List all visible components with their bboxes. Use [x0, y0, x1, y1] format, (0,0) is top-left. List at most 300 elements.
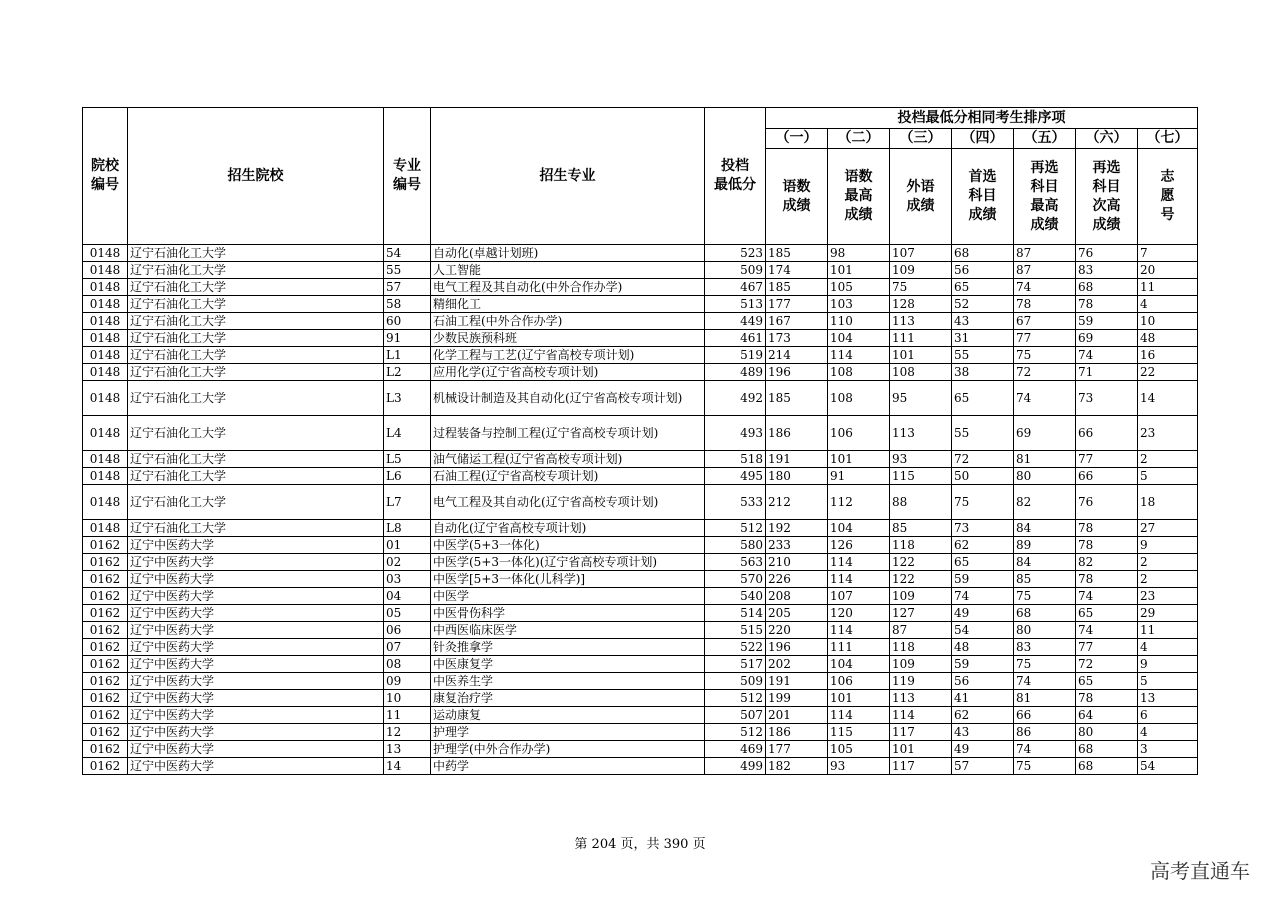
school-code-cell: 0162 [83, 622, 128, 639]
school-name-cell: 辽宁中医药大学 [128, 537, 384, 554]
sort-3-cell: 127 [890, 605, 952, 622]
sort-4-cell: 41 [952, 690, 1014, 707]
major-code-cell: 11 [384, 707, 431, 724]
school-name-cell: 辽宁石油化工大学 [128, 381, 384, 416]
sort-2-cell: 114 [828, 707, 890, 724]
table-row [83, 296, 1198, 313]
sort-5-cell: 74 [1014, 673, 1076, 690]
sort-5-cell: 83 [1014, 639, 1076, 656]
sort-3-cell: 87 [890, 622, 952, 639]
school-code-cell: 0162 [83, 588, 128, 605]
school-code-cell: 0162 [83, 605, 128, 622]
sort-4-cell: 38 [952, 364, 1014, 381]
school-code-cell: 0148 [83, 279, 128, 296]
sort-3-cell: 101 [890, 741, 952, 758]
sort-5-cell: 81 [1014, 451, 1076, 468]
min-score-cell: 499 [705, 758, 766, 775]
sort-1-cell: 205 [766, 605, 828, 622]
major-name-cell: 油气储运工程(辽宁省高校专项计划) [431, 451, 705, 468]
sort-3-cell: 114 [890, 707, 952, 724]
header-major-name: 招生专业 [431, 108, 705, 245]
school-code-cell: 0148 [83, 330, 128, 347]
sort-2-cell: 107 [828, 588, 890, 605]
sort-5-cell: 78 [1014, 296, 1076, 313]
sort-1-cell: 226 [766, 571, 828, 588]
sort-1-cell: 208 [766, 588, 828, 605]
table-row [83, 520, 1198, 537]
min-score-cell: 495 [705, 468, 766, 485]
sort-4-cell: 62 [952, 707, 1014, 724]
sort-4-cell: 59 [952, 656, 1014, 673]
min-score-cell: 518 [705, 451, 766, 468]
major-name-cell: 电气工程及其自动化(辽宁省高校专项计划) [431, 485, 705, 520]
sort-2-cell: 104 [828, 656, 890, 673]
sort-3-cell: 118 [890, 537, 952, 554]
school-code-cell: 0162 [83, 707, 128, 724]
sort-6-cell: 78 [1076, 520, 1138, 537]
sort-5-cell: 75 [1014, 588, 1076, 605]
major-name-cell: 石油工程(中外合作办学) [431, 313, 705, 330]
sort-2-cell: 104 [828, 330, 890, 347]
sort-6-cell: 82 [1076, 554, 1138, 571]
school-name-cell: 辽宁中医药大学 [128, 639, 384, 656]
school-code-cell: 0162 [83, 554, 128, 571]
table-row [83, 485, 1198, 520]
major-name-cell: 中医骨伤科学 [431, 605, 705, 622]
major-code-cell: 10 [384, 690, 431, 707]
sort-7-cell: 4 [1138, 639, 1198, 656]
header-sort-num-1: （一） [766, 129, 828, 149]
sort-5-cell: 68 [1014, 605, 1076, 622]
school-code-cell: 0148 [83, 381, 128, 416]
sort-2-cell: 120 [828, 605, 890, 622]
sort-4-cell: 75 [952, 485, 1014, 520]
sort-1-cell: 177 [766, 741, 828, 758]
sort-6-cell: 77 [1076, 639, 1138, 656]
sort-7-cell: 11 [1138, 622, 1198, 639]
sort-2-cell: 93 [828, 758, 890, 775]
sort-6-cell: 68 [1076, 279, 1138, 296]
sort-1-cell: 191 [766, 451, 828, 468]
sort-5-cell: 85 [1014, 571, 1076, 588]
min-score-cell: 514 [705, 605, 766, 622]
header-sort-label-6: 再选 科目 次高 成绩 [1076, 149, 1138, 245]
major-name-cell: 少数民族预科班 [431, 330, 705, 347]
sort-5-cell: 84 [1014, 520, 1076, 537]
school-name-cell: 辽宁石油化工大学 [128, 245, 384, 262]
sort-2-cell: 126 [828, 537, 890, 554]
sort-3-cell: 108 [890, 364, 952, 381]
min-score-cell: 580 [705, 537, 766, 554]
sort-7-cell: 9 [1138, 656, 1198, 673]
major-code-cell: L6 [384, 468, 431, 485]
sort-3-cell: 118 [890, 639, 952, 656]
sort-2-cell: 104 [828, 520, 890, 537]
sort-4-cell: 73 [952, 520, 1014, 537]
min-score-cell: 507 [705, 707, 766, 724]
sort-6-cell: 65 [1076, 673, 1138, 690]
major-name-cell: 针灸推拿学 [431, 639, 705, 656]
school-name-cell: 辽宁中医药大学 [128, 622, 384, 639]
sort-3-cell: 128 [890, 296, 952, 313]
school-name-cell: 辽宁中医药大学 [128, 588, 384, 605]
sort-7-cell: 6 [1138, 707, 1198, 724]
sort-5-cell: 84 [1014, 554, 1076, 571]
major-name-cell: 过程装备与控制工程(辽宁省高校专项计划) [431, 416, 705, 451]
sort-3-cell: 117 [890, 758, 952, 775]
sort-4-cell: 57 [952, 758, 1014, 775]
school-name-cell: 辽宁中医药大学 [128, 571, 384, 588]
school-name-cell: 辽宁石油化工大学 [128, 468, 384, 485]
min-score-cell: 469 [705, 741, 766, 758]
sort-6-cell: 74 [1076, 347, 1138, 364]
sort-4-cell: 65 [952, 554, 1014, 571]
major-code-cell: 05 [384, 605, 431, 622]
school-code-cell: 0148 [83, 468, 128, 485]
major-code-cell: 04 [384, 588, 431, 605]
sort-4-cell: 49 [952, 605, 1014, 622]
school-code-cell: 0162 [83, 741, 128, 758]
major-code-cell: 58 [384, 296, 431, 313]
header-school-name: 招生院校 [128, 108, 384, 245]
major-code-cell: 06 [384, 622, 431, 639]
sort-1-cell: 192 [766, 520, 828, 537]
sort-4-cell: 31 [952, 330, 1014, 347]
table-row [83, 724, 1198, 741]
sort-2-cell: 111 [828, 639, 890, 656]
sort-6-cell: 64 [1076, 707, 1138, 724]
min-score-cell: 449 [705, 313, 766, 330]
header-sort-num-3: （三） [890, 129, 952, 149]
sort-1-cell: 196 [766, 364, 828, 381]
sort-2-cell: 110 [828, 313, 890, 330]
school-name-cell: 辽宁中医药大学 [128, 673, 384, 690]
sort-7-cell: 13 [1138, 690, 1198, 707]
sort-1-cell: 173 [766, 330, 828, 347]
sort-6-cell: 59 [1076, 313, 1138, 330]
table-row [83, 416, 1198, 451]
sort-7-cell: 2 [1138, 451, 1198, 468]
sort-7-cell: 3 [1138, 741, 1198, 758]
sort-4-cell: 62 [952, 537, 1014, 554]
sort-3-cell: 122 [890, 554, 952, 571]
sort-5-cell: 74 [1014, 381, 1076, 416]
sort-3-cell: 119 [890, 673, 952, 690]
school-code-cell: 0148 [83, 364, 128, 381]
school-name-cell: 辽宁中医药大学 [128, 758, 384, 775]
school-name-cell: 辽宁中医药大学 [128, 690, 384, 707]
sort-6-cell: 74 [1076, 588, 1138, 605]
sort-6-cell: 66 [1076, 468, 1138, 485]
sort-7-cell: 7 [1138, 245, 1198, 262]
table-row [83, 707, 1198, 724]
header-sort-label-7: 志 愿 号 [1138, 149, 1198, 245]
table-row [83, 656, 1198, 673]
sort-6-cell: 78 [1076, 571, 1138, 588]
sort-7-cell: 4 [1138, 296, 1198, 313]
school-code-cell: 0148 [83, 313, 128, 330]
sort-1-cell: 167 [766, 313, 828, 330]
sort-3-cell: 93 [890, 451, 952, 468]
header-sort-label-4: 首选 科目 成绩 [952, 149, 1014, 245]
school-code-cell: 0148 [83, 485, 128, 520]
school-name-cell: 辽宁石油化工大学 [128, 451, 384, 468]
sort-1-cell: 180 [766, 468, 828, 485]
sort-5-cell: 69 [1014, 416, 1076, 451]
school-name-cell: 辽宁中医药大学 [128, 724, 384, 741]
major-name-cell: 精细化工 [431, 296, 705, 313]
table-row [83, 537, 1198, 554]
table-body [83, 245, 1198, 775]
major-name-cell: 中医学(5+3一体化) [431, 537, 705, 554]
sort-1-cell: 182 [766, 758, 828, 775]
min-score-cell: 467 [705, 279, 766, 296]
sort-3-cell: 111 [890, 330, 952, 347]
min-score-cell: 509 [705, 673, 766, 690]
school-code-cell: 0148 [83, 296, 128, 313]
school-name-cell: 辽宁石油化工大学 [128, 485, 384, 520]
header-min-score: 投档 最低分 [705, 108, 766, 245]
sort-6-cell: 78 [1076, 296, 1138, 313]
sort-3-cell: 113 [890, 690, 952, 707]
header-sort-label-3: 外语 成绩 [890, 149, 952, 245]
table-row [83, 639, 1198, 656]
school-name-cell: 辽宁石油化工大学 [128, 313, 384, 330]
school-name-cell: 辽宁中医药大学 [128, 656, 384, 673]
school-code-cell: 0148 [83, 245, 128, 262]
sort-2-cell: 106 [828, 673, 890, 690]
min-score-cell: 515 [705, 622, 766, 639]
sort-5-cell: 66 [1014, 707, 1076, 724]
sort-6-cell: 74 [1076, 622, 1138, 639]
major-code-cell: 14 [384, 758, 431, 775]
major-name-cell: 中药学 [431, 758, 705, 775]
school-name-cell: 辽宁石油化工大学 [128, 296, 384, 313]
min-score-cell: 517 [705, 656, 766, 673]
sort-2-cell: 98 [828, 245, 890, 262]
sort-5-cell: 74 [1014, 741, 1076, 758]
min-score-cell: 512 [705, 520, 766, 537]
sort-2-cell: 108 [828, 381, 890, 416]
major-name-cell: 康复治疗学 [431, 690, 705, 707]
table-row [83, 571, 1198, 588]
major-name-cell: 护理学 [431, 724, 705, 741]
table-row [83, 451, 1198, 468]
school-code-cell: 0162 [83, 656, 128, 673]
sort-6-cell: 73 [1076, 381, 1138, 416]
school-name-cell: 辽宁中医药大学 [128, 741, 384, 758]
major-code-cell: L4 [384, 416, 431, 451]
school-code-cell: 0148 [83, 347, 128, 364]
sort-6-cell: 76 [1076, 485, 1138, 520]
sort-5-cell: 75 [1014, 347, 1076, 364]
sort-7-cell: 23 [1138, 588, 1198, 605]
sort-4-cell: 52 [952, 296, 1014, 313]
min-score-cell: 493 [705, 416, 766, 451]
sort-5-cell: 75 [1014, 758, 1076, 775]
sort-1-cell: 191 [766, 673, 828, 690]
sort-2-cell: 105 [828, 741, 890, 758]
major-name-cell: 化学工程与工艺(辽宁省高校专项计划) [431, 347, 705, 364]
major-name-cell: 应用化学(辽宁省高校专项计划) [431, 364, 705, 381]
sort-4-cell: 68 [952, 245, 1014, 262]
school-name-cell: 辽宁石油化工大学 [128, 330, 384, 347]
sort-3-cell: 109 [890, 262, 952, 279]
sort-2-cell: 115 [828, 724, 890, 741]
sort-4-cell: 54 [952, 622, 1014, 639]
sort-4-cell: 48 [952, 639, 1014, 656]
sort-1-cell: 177 [766, 296, 828, 313]
major-code-cell: L8 [384, 520, 431, 537]
school-code-cell: 0148 [83, 416, 128, 451]
sort-5-cell: 89 [1014, 537, 1076, 554]
header-sort-num-5: （五） [1014, 129, 1076, 149]
header-sort-group: 投档最低分相同考生排序项 [766, 108, 1198, 129]
sort-1-cell: 186 [766, 416, 828, 451]
major-name-cell: 机械设计制造及其自动化(辽宁省高校专项计划) [431, 381, 705, 416]
sort-1-cell: 185 [766, 279, 828, 296]
min-score-cell: 523 [705, 245, 766, 262]
sort-7-cell: 16 [1138, 347, 1198, 364]
major-code-cell: 13 [384, 741, 431, 758]
sort-3-cell: 107 [890, 245, 952, 262]
major-code-cell: 01 [384, 537, 431, 554]
school-name-cell: 辽宁中医药大学 [128, 605, 384, 622]
sort-7-cell: 5 [1138, 468, 1198, 485]
sort-4-cell: 74 [952, 588, 1014, 605]
sort-7-cell: 11 [1138, 279, 1198, 296]
sort-3-cell: 95 [890, 381, 952, 416]
school-code-cell: 0148 [83, 520, 128, 537]
sort-6-cell: 68 [1076, 758, 1138, 775]
sort-7-cell: 27 [1138, 520, 1198, 537]
sort-6-cell: 66 [1076, 416, 1138, 451]
min-score-cell: 489 [705, 364, 766, 381]
major-code-cell: 12 [384, 724, 431, 741]
sort-5-cell: 74 [1014, 279, 1076, 296]
sort-1-cell: 201 [766, 707, 828, 724]
sort-4-cell: 72 [952, 451, 1014, 468]
sort-2-cell: 101 [828, 451, 890, 468]
sort-1-cell: 185 [766, 245, 828, 262]
major-code-cell: L3 [384, 381, 431, 416]
table-row [83, 279, 1198, 296]
school-name-cell: 辽宁石油化工大学 [128, 262, 384, 279]
school-code-cell: 0162 [83, 639, 128, 656]
sort-5-cell: 86 [1014, 724, 1076, 741]
sort-2-cell: 91 [828, 468, 890, 485]
sort-6-cell: 65 [1076, 605, 1138, 622]
school-name-cell: 辽宁石油化工大学 [128, 347, 384, 364]
sort-3-cell: 113 [890, 313, 952, 330]
sort-4-cell: 65 [952, 279, 1014, 296]
min-score-cell: 509 [705, 262, 766, 279]
table-row [83, 758, 1198, 775]
major-code-cell: 02 [384, 554, 431, 571]
sort-3-cell: 117 [890, 724, 952, 741]
min-score-cell: 570 [705, 571, 766, 588]
major-name-cell: 中医学[5+3一体化(儿科学)] [431, 571, 705, 588]
major-code-cell: 60 [384, 313, 431, 330]
table-row [83, 673, 1198, 690]
sort-5-cell: 75 [1014, 656, 1076, 673]
sort-3-cell: 101 [890, 347, 952, 364]
sort-7-cell: 18 [1138, 485, 1198, 520]
school-name-cell: 辽宁石油化工大学 [128, 364, 384, 381]
major-name-cell: 中医康复学 [431, 656, 705, 673]
sort-6-cell: 71 [1076, 364, 1138, 381]
sort-1-cell: 202 [766, 656, 828, 673]
school-name-cell: 辽宁石油化工大学 [128, 520, 384, 537]
min-score-cell: 563 [705, 554, 766, 571]
sort-7-cell: 48 [1138, 330, 1198, 347]
sort-6-cell: 78 [1076, 690, 1138, 707]
sort-2-cell: 114 [828, 554, 890, 571]
major-code-cell: 07 [384, 639, 431, 656]
table-row [83, 381, 1198, 416]
sort-6-cell: 68 [1076, 741, 1138, 758]
sort-5-cell: 72 [1014, 364, 1076, 381]
header-sort-num-2: （二） [828, 129, 890, 149]
major-code-cell: 57 [384, 279, 431, 296]
min-score-cell: 461 [705, 330, 766, 347]
sort-5-cell: 87 [1014, 245, 1076, 262]
sort-6-cell: 80 [1076, 724, 1138, 741]
sort-7-cell: 9 [1138, 537, 1198, 554]
sort-1-cell: 186 [766, 724, 828, 741]
sort-5-cell: 82 [1014, 485, 1076, 520]
sort-5-cell: 80 [1014, 468, 1076, 485]
min-score-cell: 492 [705, 381, 766, 416]
major-code-cell: L2 [384, 364, 431, 381]
major-name-cell: 人工智能 [431, 262, 705, 279]
major-name-cell: 护理学(中外合作办学) [431, 741, 705, 758]
sort-2-cell: 106 [828, 416, 890, 451]
min-score-cell: 522 [705, 639, 766, 656]
sort-7-cell: 20 [1138, 262, 1198, 279]
major-code-cell: L7 [384, 485, 431, 520]
sort-5-cell: 81 [1014, 690, 1076, 707]
sort-7-cell: 22 [1138, 364, 1198, 381]
header-sort-num-7: （七） [1138, 129, 1198, 149]
sort-5-cell: 67 [1014, 313, 1076, 330]
school-code-cell: 0162 [83, 571, 128, 588]
sort-3-cell: 109 [890, 656, 952, 673]
major-code-cell: 08 [384, 656, 431, 673]
sort-7-cell: 10 [1138, 313, 1198, 330]
sort-1-cell: 174 [766, 262, 828, 279]
major-code-cell: 03 [384, 571, 431, 588]
sort-7-cell: 14 [1138, 381, 1198, 416]
sort-7-cell: 23 [1138, 416, 1198, 451]
sort-2-cell: 114 [828, 571, 890, 588]
table-row [83, 364, 1198, 381]
sort-4-cell: 49 [952, 741, 1014, 758]
sort-6-cell: 72 [1076, 656, 1138, 673]
header-sort-label-5: 再选 科目 最高 成绩 [1014, 149, 1076, 245]
school-name-cell: 辽宁石油化工大学 [128, 279, 384, 296]
sort-1-cell: 185 [766, 381, 828, 416]
header-sort-label-2: 语数 最高 成绩 [828, 149, 890, 245]
table-row [83, 690, 1198, 707]
admission-score-table [82, 107, 1198, 775]
sort-6-cell: 77 [1076, 451, 1138, 468]
table-row [83, 468, 1198, 485]
sort-2-cell: 101 [828, 262, 890, 279]
school-name-cell: 辽宁中医药大学 [128, 707, 384, 724]
watermark: 高考直通车 [1150, 859, 1250, 883]
sort-1-cell: 212 [766, 485, 828, 520]
